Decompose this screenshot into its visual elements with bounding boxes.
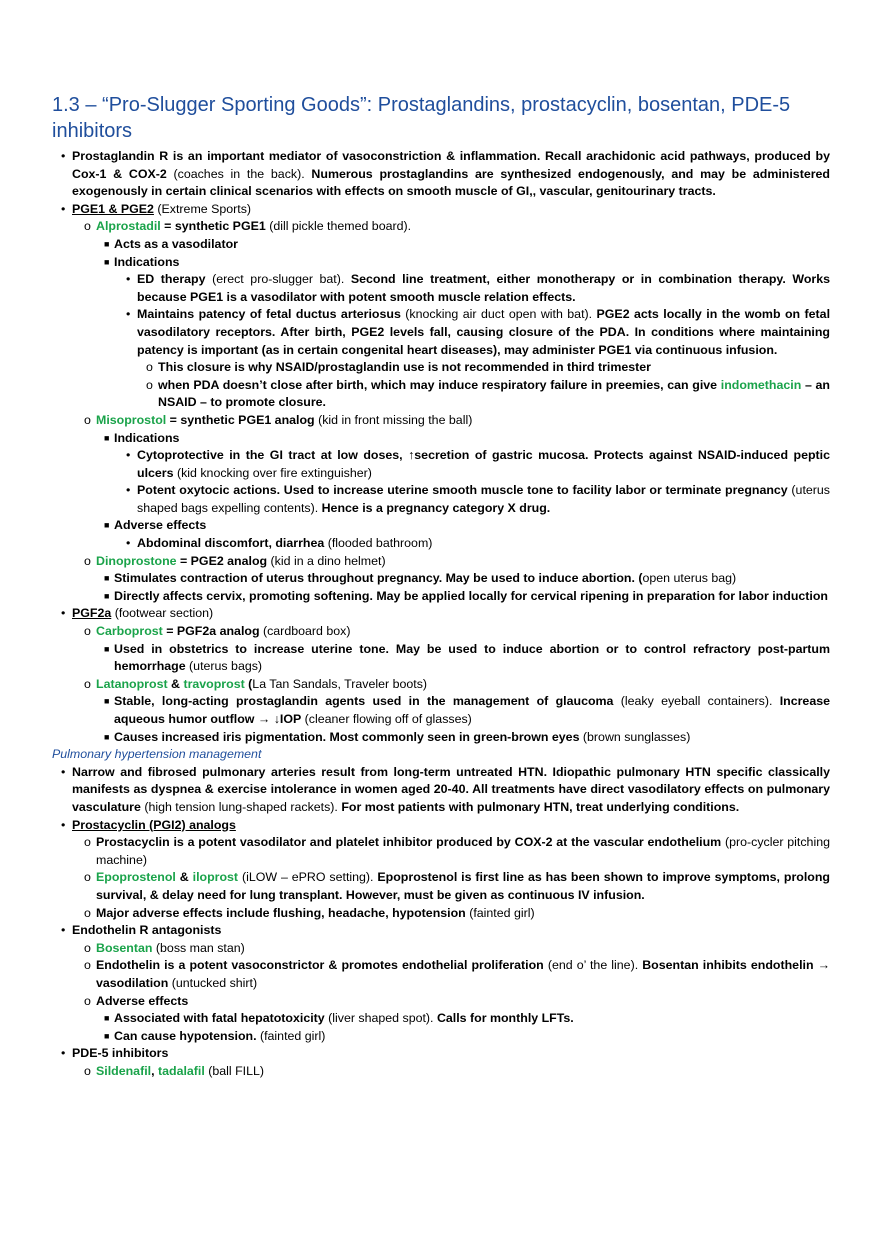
square-bullet-icon: ■ bbox=[104, 432, 110, 443]
hypotension-item bbox=[104, 1028, 880, 1046]
endo-bold: Endothelin is a potent vasoconstrictor & promotes endothelial proliferation bbox=[96, 958, 544, 973]
pgf-heading: PGF2a bbox=[72, 606, 112, 621]
abdominal-item bbox=[126, 535, 880, 553]
intro-item bbox=[61, 148, 880, 201]
oxy-rest: Hence is a pregnancy category X drug. bbox=[321, 500, 551, 515]
square-bullet-icon: ■ bbox=[104, 643, 110, 654]
drug-alprostadil: Alprostadil bbox=[96, 219, 161, 234]
drug-dinoprostone: Dinoprostone bbox=[96, 553, 177, 568]
abd-bold: Abdominal discomfort, diarrhea bbox=[137, 536, 325, 551]
dinoprostone-note: (kid in a dino helmet) bbox=[267, 553, 386, 568]
ae-note: (fainted girl) bbox=[465, 905, 535, 920]
endo-rest: Bosentan inhibits endothelin → vasodilation bbox=[96, 958, 831, 990]
hep-bold: Associated with fatal hepatotoxicity bbox=[114, 1011, 325, 1026]
paren-open: ( bbox=[244, 676, 253, 691]
oxy-note: (uterus shaped bags expelling contents). bbox=[137, 483, 830, 515]
cytoprotective-item bbox=[126, 447, 880, 482]
pde5-heading: PDE-5 inhibitors bbox=[72, 1046, 169, 1061]
ed-note: (erect pro-slugger bat). bbox=[205, 272, 351, 287]
bosentan-note: (boss man stan) bbox=[152, 940, 245, 955]
ed-therapy-item bbox=[126, 271, 880, 306]
drug-sildenafil: Sildenafil bbox=[96, 1063, 152, 1078]
pde5-note: (ball FILL) bbox=[204, 1063, 265, 1078]
alprostadil-note: (dill pickle themed board). bbox=[265, 219, 412, 234]
prostacyclin-ae-item bbox=[84, 905, 880, 923]
hep-rest: Calls for monthly LFTs. bbox=[436, 1011, 574, 1026]
circle-bullet-icon: o bbox=[84, 676, 91, 691]
drug-iloprost: iloprost bbox=[192, 870, 239, 885]
endothelin-heading-item bbox=[61, 922, 880, 940]
gi-note: (kid knocking over fire extinguisher) bbox=[173, 465, 372, 480]
drug-carboprost: Carboprost bbox=[96, 624, 163, 639]
glauc-note: (leaky eyeball containers). bbox=[613, 694, 780, 709]
pda-item bbox=[126, 306, 880, 359]
page-title: 1.3 – “Pro-Slugger Sporting Goods”: Prostaglandins, prostacyclin, bosentan, PDE-5 inhibitors bbox=[52, 94, 791, 142]
carboprost-use-note: (uterus bags) bbox=[185, 659, 263, 674]
bosentan-item bbox=[84, 940, 880, 958]
prostacyclin-potent-item bbox=[84, 834, 880, 869]
latanoprost-note: La Tan Sandals, Traveler boots) bbox=[252, 676, 428, 691]
pge-note: (Extreme Sports) bbox=[153, 201, 252, 216]
alprostadil-item bbox=[84, 218, 880, 236]
stim-bold: Stimulates contraction of uterus throughout pregnancy. May be used to induce abortion. ( bbox=[114, 571, 643, 586]
stimulates-item bbox=[104, 570, 880, 588]
glauc-bold: Stable, long-acting prostaglandin agents used in the management of glaucoma bbox=[114, 694, 614, 709]
cervix-item bbox=[104, 588, 880, 606]
square-bullet-icon: ■ bbox=[104, 696, 110, 707]
pulm-intro-note: (high tension lung-shaped rackets). bbox=[140, 799, 342, 814]
drug-misoprostol: Misoprostol bbox=[96, 412, 167, 427]
closure-text: This closure is why NSAID/prostaglandin use is not recommended in third trimester bbox=[158, 360, 651, 375]
drug-latanoprost: Latanoprost bbox=[96, 676, 168, 691]
circle-bullet-icon: o bbox=[84, 958, 91, 973]
pda-note: (knocking air duct open with bat). bbox=[400, 307, 597, 322]
bullet-icon: • bbox=[61, 923, 66, 938]
carboprost-note: (cardboard box) bbox=[259, 624, 351, 639]
bullet-icon: • bbox=[126, 307, 131, 322]
circle-bullet-icon: o bbox=[84, 870, 91, 885]
pulm-intro-bold: Narrow and fibrosed pulmonary arteries result from long-term untreated HTN. Idiopathic pulmonary HTN specific classically manifests as dyspnea & exercise intolerance in women aged 20-40. All treatments have direct vasodilatory effects on pulmonary vasculature bbox=[72, 764, 830, 814]
circle-bullet-icon: o bbox=[84, 940, 91, 955]
endothelin-adverse: Adverse effects bbox=[96, 993, 189, 1008]
circle-bullet-icon: o bbox=[84, 835, 91, 850]
bullet-icon: • bbox=[61, 764, 66, 779]
square-bullet-icon: ■ bbox=[104, 238, 110, 249]
amp: & bbox=[167, 676, 184, 691]
square-bullet-icon: ■ bbox=[104, 731, 110, 742]
bullet-icon: • bbox=[61, 201, 66, 216]
sildenafil-item bbox=[84, 1063, 880, 1081]
pot-bold: Prostacyclin is a potent vasodilator and platelet inhibitor produced by COX-2 at the vascular endothelium bbox=[96, 835, 722, 850]
intro-text-bold-2: Numerous prostaglandins are synthesized endogenously, and may be administered exogenously in certain clinical scenarios with effects on smooth muscle of GI,, vascular, genitourinary tracts. bbox=[72, 166, 830, 199]
latanoprost-item bbox=[84, 676, 880, 694]
iris-item bbox=[104, 729, 880, 747]
circle-bullet-icon: o bbox=[84, 553, 91, 568]
ed-rest: Second line treatment, either monotherapy or in combination therapy. Works because PGE1 is a vasodilator with potent smooth muscle relation effects. bbox=[137, 272, 831, 304]
hypo-bold: Can cause hypotension. bbox=[114, 1028, 257, 1043]
square-bullet-icon: ■ bbox=[104, 256, 110, 267]
pulm-heading: Pulmonary hypertension management bbox=[52, 747, 262, 762]
ae-bold: Major adverse effects include flushing, headache, hypotension bbox=[96, 905, 466, 920]
alprostadil-vaso-item bbox=[104, 236, 880, 254]
pgf-note: (footwear section) bbox=[111, 606, 214, 621]
carboprost-use-item bbox=[104, 641, 880, 676]
drug-tadalafil: tadalafil bbox=[157, 1063, 205, 1078]
stim-note: open uterus bag) bbox=[642, 571, 737, 586]
bullet-icon: • bbox=[61, 817, 66, 832]
epo-rest: Epoprostenol is first line as has been shown to improve symptoms, prolong survival, & delay need for lung transplant. However, must be given as continuous IV infusion. bbox=[96, 870, 830, 902]
intro-note: (coaches in the back). bbox=[166, 166, 312, 181]
oxy-bold: Potent oxytocic actions. Used to increase uterine smooth muscle tone to facility labor or terminate pregnancy bbox=[137, 483, 788, 498]
circle-bullet-icon: o bbox=[84, 993, 91, 1008]
circle-bullet-icon: o bbox=[84, 412, 91, 427]
bullet-icon: • bbox=[126, 536, 131, 551]
circle-bullet-icon: o bbox=[146, 377, 153, 392]
bullet-icon: • bbox=[61, 1046, 66, 1061]
misoprostol-adverse: Adverse effects bbox=[114, 518, 207, 533]
misoprostol-note: (kid in front missing the ball) bbox=[314, 412, 473, 427]
misoprostol-item bbox=[84, 412, 880, 430]
glauc-rest: Increase aqueous humor outflow → ↓IOP bbox=[114, 694, 830, 726]
alprostadil-indications: Indications bbox=[114, 254, 180, 269]
epoprostenol-item bbox=[84, 869, 880, 904]
drug-indomethacin: indomethacin bbox=[720, 377, 802, 392]
drug-travoprost: travoprost bbox=[183, 676, 245, 691]
pulm-intro-item bbox=[61, 764, 880, 817]
pde5-heading-item bbox=[61, 1045, 880, 1063]
indomethacin-item bbox=[146, 377, 880, 412]
epo-note: (iLOW – ePRO setting). bbox=[238, 870, 378, 885]
pgf-heading-item bbox=[61, 605, 880, 623]
pda-rest: PGE2 acts locally in the womb on fetal vasodilatory receptors. After birth, PGE2 levels fall, causing closure of the PDA. In conditions where maintaining patency is important (as in certain congenital heart diseases), may administer PGE1 via continuous infusion. bbox=[137, 307, 831, 357]
prostacyclin-heading-item bbox=[61, 817, 880, 835]
carboprost-item bbox=[84, 623, 880, 641]
intro-text-bold: Prostaglandin R is an important mediator of vasoconstriction & inflammation. Recall arachidonic acid pathways, produced by Cox-1 & COX-2 bbox=[72, 149, 830, 181]
circle-bullet-icon: o bbox=[84, 219, 91, 234]
alprostadil-vaso: Acts as a vasodilator bbox=[114, 236, 238, 251]
hypo-note: (fainted girl) bbox=[256, 1028, 326, 1043]
bullet-icon: • bbox=[61, 149, 66, 163]
cervix-text: Directly affects cervix, promoting softening. May be applied locally for cervical ripening in preparation for labor induction bbox=[114, 588, 828, 603]
pot-note: (pro-cycler pitching machine) bbox=[96, 835, 830, 867]
circle-bullet-icon: o bbox=[84, 624, 91, 639]
closure-item bbox=[146, 359, 880, 377]
pda-bold: Maintains patency of fetal ductus arteriosus bbox=[137, 307, 401, 322]
misoprostol-def: = synthetic PGE1 analog bbox=[166, 412, 315, 427]
dinoprostone-item bbox=[84, 553, 880, 571]
carboprost-def: = PGF2a analog bbox=[162, 624, 260, 639]
alprostadil-indications-item bbox=[104, 254, 880, 272]
square-bullet-icon: ■ bbox=[104, 573, 110, 584]
pge-heading: PGE1 & PGE2 bbox=[72, 201, 154, 216]
endothelin-heading: Endothelin R antagonists bbox=[72, 923, 222, 938]
document-body bbox=[0, 148, 880, 1080]
iris-bold: Causes increased iris pigmentation. Most commonly seen in green-brown eyes bbox=[114, 729, 580, 744]
amp: & bbox=[175, 870, 193, 885]
glauc-note-2: (cleaner flowing off of glasses) bbox=[301, 712, 472, 726]
bullet-icon: • bbox=[126, 483, 131, 498]
alprostadil-def: = synthetic PGE1 bbox=[160, 219, 266, 234]
misoprostol-adverse-item bbox=[104, 517, 880, 535]
misoprostol-indications-item bbox=[104, 430, 880, 448]
hepatotoxicity-item bbox=[104, 1010, 880, 1028]
endo-note-2: (untucked shirt) bbox=[168, 975, 258, 990]
misoprostol-indications: Indications bbox=[114, 430, 180, 445]
indo-pre: when PDA doesn’t close after birth, which may induce respiratory failure in preemies, can give bbox=[158, 377, 721, 392]
bullet-icon: • bbox=[126, 272, 131, 287]
endothelin-adverse-item bbox=[84, 993, 880, 1011]
endothelin-desc-item bbox=[84, 957, 880, 992]
pge-heading-item bbox=[61, 201, 880, 219]
drug-epoprostenol: Epoprostenol bbox=[96, 870, 176, 885]
square-bullet-icon: ■ bbox=[104, 1030, 110, 1041]
prostacyclin-heading: Prostacyclin (PGI2) analogs bbox=[72, 817, 236, 832]
drug-bosentan: Bosentan bbox=[96, 940, 153, 955]
oxytocic-item bbox=[126, 482, 880, 517]
comma: , bbox=[151, 1063, 158, 1078]
circle-bullet-icon: o bbox=[146, 360, 153, 375]
square-bullet-icon: ■ bbox=[104, 520, 110, 531]
bullet-icon: • bbox=[126, 448, 131, 463]
ed-bold: ED therapy bbox=[137, 272, 206, 287]
pulm-intro-rest: For most patients with pulmonary HTN, treat underlying conditions. bbox=[341, 799, 740, 814]
carboprost-use-bold: Used in obstetrics to increase uterine tone. May be used to induce abortion or to control refractory post-partum hemorrhage bbox=[114, 641, 830, 674]
circle-bullet-icon: o bbox=[84, 1063, 91, 1078]
iris-note: (brown sunglasses) bbox=[579, 729, 691, 744]
dinoprostone-def: = PGE2 analog bbox=[176, 553, 268, 568]
square-bullet-icon: ■ bbox=[104, 590, 110, 601]
endo-note: (end o’ the line). bbox=[543, 958, 643, 973]
square-bullet-icon: ■ bbox=[104, 1013, 110, 1024]
glaucoma-item bbox=[104, 693, 880, 728]
abd-note: (flooded bathroom) bbox=[324, 536, 433, 551]
circle-bullet-icon: o bbox=[84, 905, 91, 920]
bullet-icon: • bbox=[61, 606, 66, 621]
indo-post: – an NSAID – to promote closure. bbox=[158, 377, 830, 410]
gi-bold: Cytoprotective in the GI tract at low doses, ↑secretion of gastric mucosa. Protects against NSAID-induced peptic ulcers bbox=[137, 448, 830, 480]
hep-note: (liver shaped spot). bbox=[324, 1011, 437, 1026]
